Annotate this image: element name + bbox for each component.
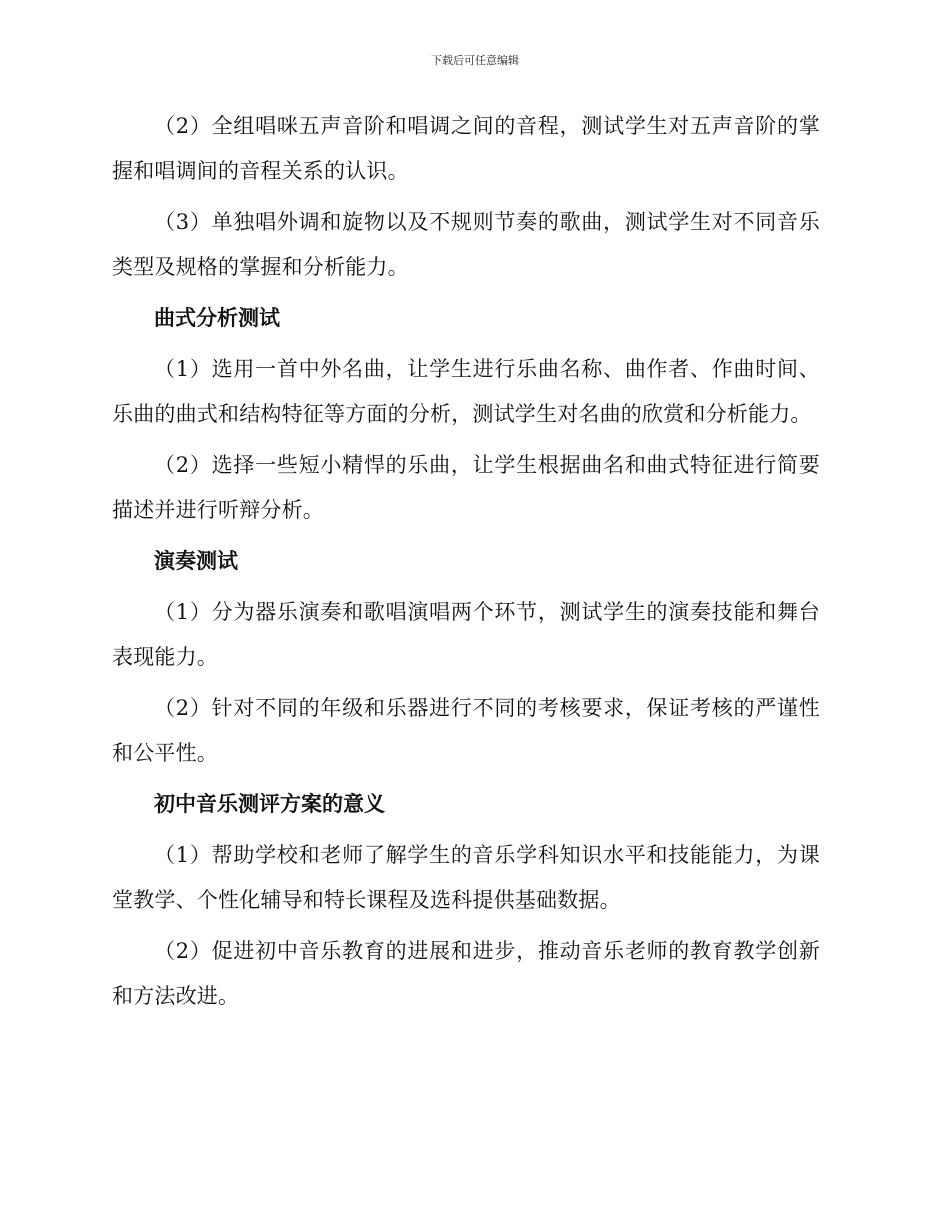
paragraph-significance-education: （2）促进初中音乐教育的进展和进步，推动音乐老师的教育教学创新和方法改进。 [112,939,820,1008]
paragraph-solo-singing: （3）单独唱外调和旋物以及不规则节奏的歌曲，测试学生对不同音乐类型及规格的掌握和分析能力。 [112,210,820,279]
document-body [112,104,820,1019]
page-header: 下载后可任意编辑 [431,54,519,67]
paragraph-short-piece-listening: （2）选择一些短小精悍的乐曲，让学生根据曲名和曲式特征进行简要描述并进行听辩分析。 [112,453,820,522]
section-heading-significance: 初中音乐测评方案的意义 [154,792,385,816]
paragraph-famous-piece-analysis: （1）选用一首中外名曲，让学生进行乐曲名称、曲作者、作曲时间、乐曲的曲式和结构特征等方面的分析，测试学生对名曲的欣赏和分析能力。 [112,357,820,426]
paragraph-performance-parts: （1）分为器乐演奏和歌唱演唱两个环节，测试学生的演奏技能和舞台表现能力。 [112,600,820,669]
section-heading-performance: 演奏测试 [154,549,238,573]
paragraph-grade-requirements: （2）针对不同的年级和乐器进行不同的考核要求，保证考核的严谨性和公平性。 [112,696,820,765]
paragraph-solfege-interval: （2）全组唱咪五声音阶和唱调之间的音程，测试学生对五声音阶的掌握和唱调间的音程关系的认识。 [112,114,820,183]
section-heading-form-analysis: 曲式分析测试 [154,306,280,330]
paragraph-significance-school: （1）帮助学校和老师了解学生的音乐学科知识水平和技能能力，为课堂教学、个性化辅导和特长课程及选科提供基础数据。 [112,843,820,912]
